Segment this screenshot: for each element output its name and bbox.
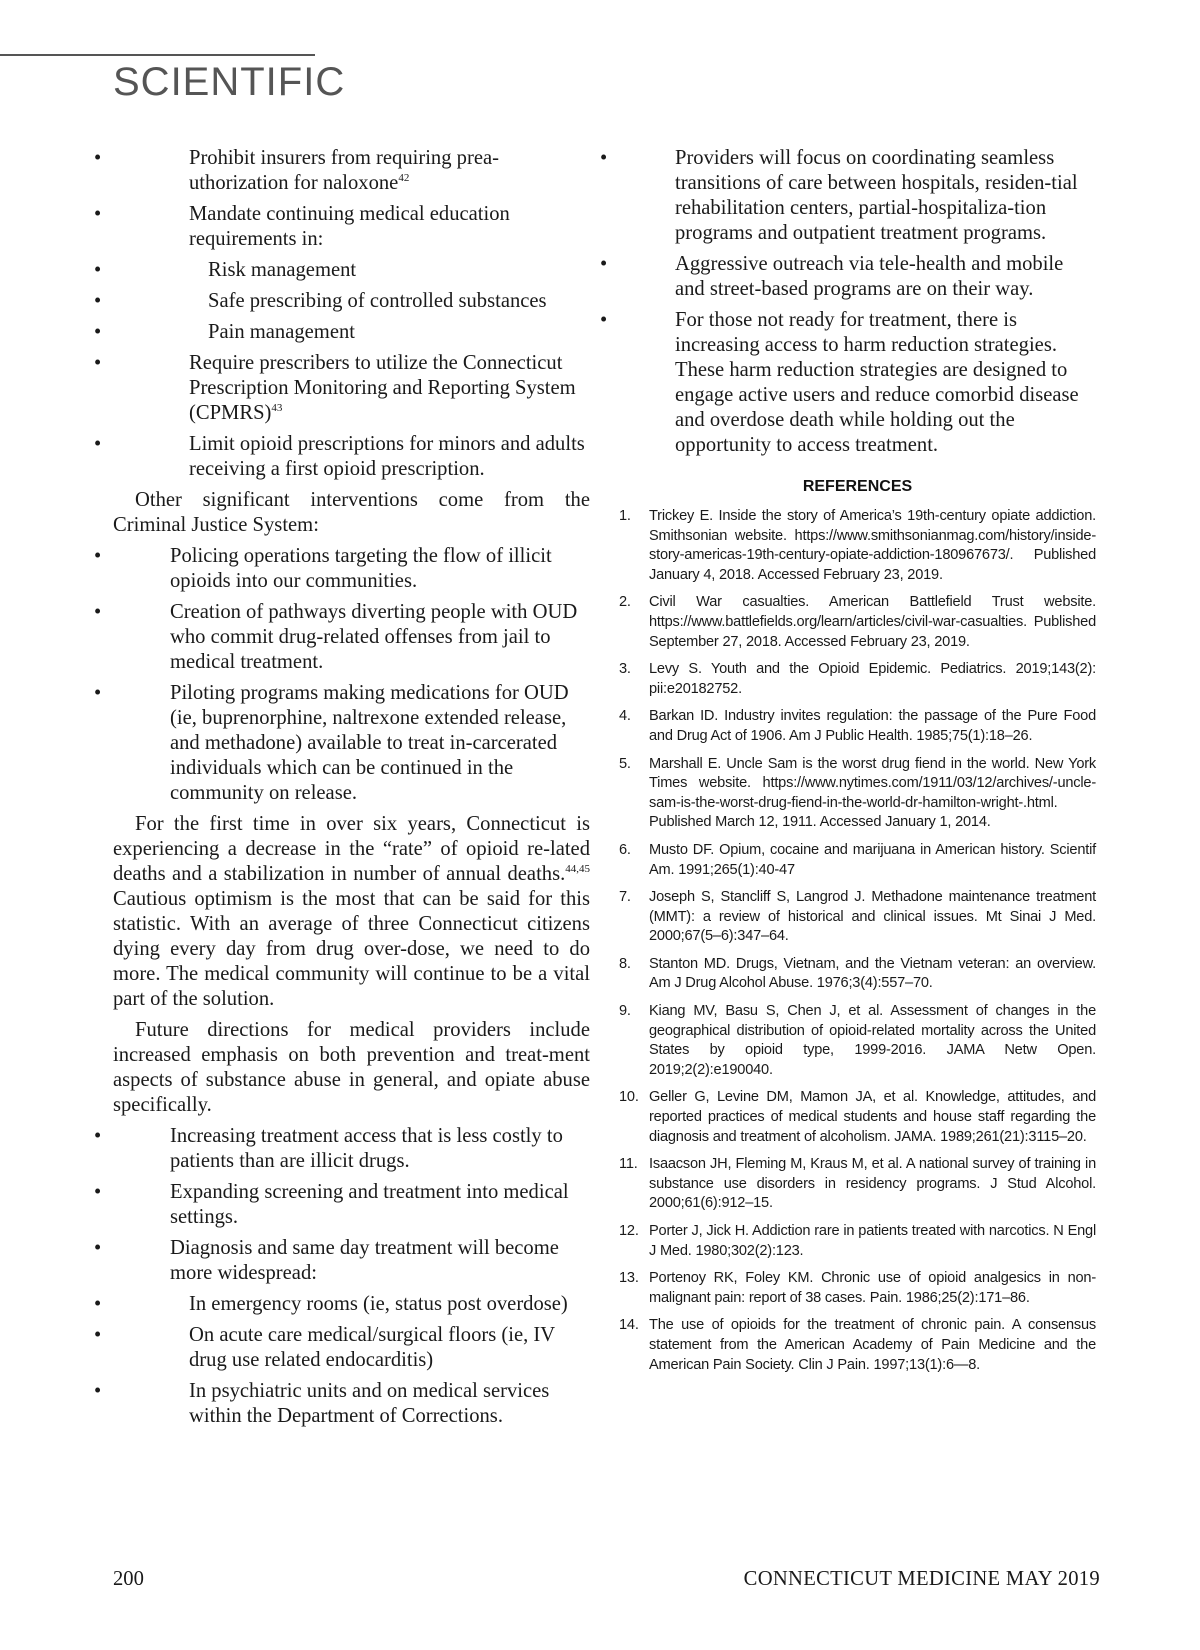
right-column [619,146,1096,1383]
reference-item: 12. Porter J, Jick H. Addiction rare in patients treated with narcotics. N Engl J Med. 1980;302(2):123. [619,1223,1096,1259]
reference-item: 7. Joseph S, Stancliff S, Langrod J. Methadone maintenance treatment (MMT): a review of historical and clinical issues. Mt Sinai J Med. 2000;67(5–6):347–64. [619,889,1096,945]
list-item: • Aggressive outreach via tele-health and mobile and street-based programs are on their way. [619,252,1096,302]
sub-list-item: • On acute care medical/surgical floors (ie, IV drug use related endocarditis) [113,1323,590,1373]
reference-item: 3. Levy S. Youth and the Opioid Epidemic. Pediatrics. 2019;143(2): pii:e20182752. [619,661,1096,697]
list-item: • Require prescribers to utilize the Connecticut Prescription Monitoring and Reporting System (CPMRS)$^{43}$ [113,351,590,426]
journal-footer: CONNECTICUT MEDICINE MAY 2019 [743,1568,1100,1590]
reference-item: 10. Geller G, Levine DM, Mamon JA, et al. Knowledge, attitudes, and reported practices of medical students and house staff regarding the diagnosis and treatment of alcoholism. JAMA. 1989;261(21):3115–20. [619,1089,1096,1145]
reference-item: 2. Civil War casualties. American Battlefield Trust website. https://www.battlefields.org/learn/articles/civil-war-casualties. Published September 27, 2018. Accessed February 23, 2019. [619,594,1096,650]
list-item: • Piloting programs making medications for OUD (ie, buprenorphine, naltrexone extended release, and methadone) available to treat in-carcerated individuals which can be continued in the community on release. [113,681,590,806]
reference-item: 13. Portenoy RK, Foley KM. Chronic use of opioid analgesics in non-malignant pain: report of 38 cases. Pain. 1986;25(2):171–86. [619,1270,1096,1306]
references-heading: REFERENCES [802,478,913,495]
provider-bullet-list [619,146,1096,458]
list-item: • Expanding screening and treatment into medical settings. [113,1180,590,1230]
paragraph-future-directions: Future directions for medical providers include increased emphasis on both prevention and treat-ment aspects of substance abuse in general, and opiate abuse specifically. [113,1019,590,1116]
list-item: • Diagnosis and same day treatment will become more widespread: [113,1236,590,1286]
reference-item: 8. Stanton MD. Drugs, Vietnam, and the Vietnam veteran: an overview. Am J Drug Alcohol Abuse. 1976;3(4):557–70. [619,955,1096,992]
list-item: • Creation of pathways diverting people with OUD who commit drug-related offenses from jail to medical treatment. [113,600,590,675]
header-rule [0,54,315,56]
sub-list-item: • Pain management [113,320,590,345]
policy-bullet-list [113,146,590,482]
references-list [619,507,1096,1375]
reference-item: 1. Trickey E. Inside the story of America’s 19th-century opiate addiction. Smithsonian website. https://www.smithsonianmag.com/history/inside-story-americas-19th-century-opiate-addiction-180967673/. Published January 4, 2018. Accessed February 23, 2019. [619,508,1096,583]
sub-list-item: • Risk management [113,258,590,283]
sub-list-item: • In psychiatric units and on medical services within the Department of Corrections. [113,1379,590,1429]
list-item: • For those not ready for treatment, there is increasing access to harm reduction strategies. These harm reduction strategies are designed to engage active users and reduce comorbid disease and overdose death while holding out the opportunity to access treatment. [619,308,1096,458]
sub-list-item: • In emergency rooms (ie, status post overdose) [113,1292,590,1317]
reference-item: 14. The use of opioids for the treatment of chronic pain. A consensus statement from the American Academy of Pain Medicine and the American Pain Society. Clin J Pain. 1997;13(1):6—8. [619,1317,1096,1373]
reference-item: 4. Barkan ID. Industry invites regulation: the passage of the Pure Food and Drug Act of 1906. Am J Public Health. 1985;75(1):18–26. [619,708,1096,744]
list-item: • Providers will focus on coordinating seamless transitions of care between hospitals, residen-tial rehabilitation centers, partial-hospitaliza-tion programs and outpatient treatment programs. [619,146,1096,246]
list-item: • Mandate continuing medical education requirements in: [113,202,590,252]
paragraph-statistics: For the first time in over six years, Connecticut is experiencing a decrease in the “rate” of opioid re-lated deaths and a stabilization in number of annual deaths.$^{44,45}$ Cautious optimism is the most that can be said for this statistic. With an average of three Connecticut citizens dying every day from drug over-dose, we need to do more. The medical community will continue to be a vital part of the solution. [113,813,590,1010]
sub-list-item: • Safe prescribing of controlled substances [113,289,590,314]
future-bullet-list [113,1124,590,1429]
justice-bullet-list [113,544,590,806]
list-item: • Increasing treatment access that is less costly to patients than are illicit drugs. [113,1124,590,1174]
list-item: • Prohibit insurers from requiring prea-uthorization for naloxone$^{42}$ [113,146,590,196]
page-number: 200 [113,1568,144,1590]
reference-item: 5. Marshall E. Uncle Sam is the worst drug fiend in the world. New York Times website. https://www.nytimes.com/1911/03/12/archives/-uncle-sam-is-the-worst-drug-fiend-in-the-world-dr-hamilton-wright-.html. Published March 12, 1911. Accessed January 1, 2014. [619,755,1096,831]
list-item: • Policing operations targeting the flow of illicit opioids into our communities. [113,544,590,594]
left-column [113,146,590,1435]
list-item: • Limit opioid prescriptions for minors and adults receiving a first opioid prescription. [113,432,590,482]
reference-item: 6. Musto DF. Opium, cocaine and marijuana in American history. Scientif Am. 1991;265(1):40-47 [619,841,1096,878]
reference-item: 9. Kiang MV, Basu S, Chen J, et al. Assessment of changes in the geographical distribution of opioid-related mortality across the United States by opioid type, 1999-2016. JAMA Netw Open. 2019;2(2):e190040. [619,1003,1096,1078]
paragraph-criminal-justice: Other significant interventions come from the Criminal Justice System: [113,489,590,536]
section-label: SCIENTIFIC [113,60,346,104]
reference-item: 11. Isaacson JH, Fleming M, Kraus M, et al. A national survey of training in substance use disorders in residency programs. J Stud Alcohol. 2000;61(6):912–15. [619,1156,1096,1212]
